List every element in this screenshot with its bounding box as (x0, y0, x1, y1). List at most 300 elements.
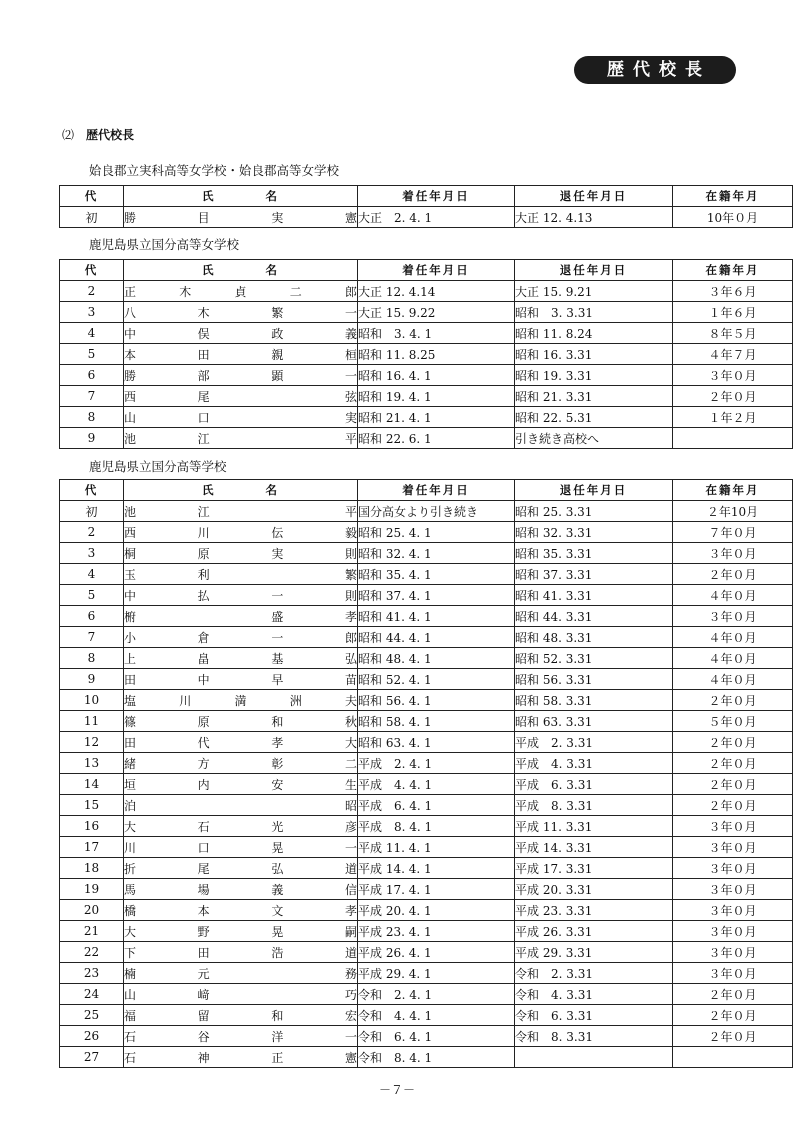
table-row (60, 690, 793, 711)
cell-start-date: 昭和 41. 4. 1 (358, 606, 515, 627)
name-char: 田 (124, 735, 137, 750)
cell-dai: 7 (60, 386, 124, 407)
name-char: 和 (271, 1008, 284, 1023)
cell-end-date: 平成 20. 3.31 (515, 879, 673, 900)
name-char (271, 388, 283, 405)
cell-end-date: 昭和 22. 5.31 (515, 407, 673, 428)
cell-name (124, 774, 358, 795)
name-char: 一 (344, 840, 357, 855)
cell-dai: 5 (60, 585, 124, 606)
table-row (60, 585, 793, 606)
cell-name (124, 1005, 358, 1026)
section-title: 歴代校長 (86, 128, 135, 142)
name-char: 口 (197, 410, 210, 425)
cell-duration (673, 1047, 793, 1068)
name-chars (124, 671, 357, 688)
name-chars (124, 650, 357, 667)
name-char: 洲 (289, 693, 302, 708)
table-row (60, 1005, 793, 1026)
table-row (60, 543, 793, 564)
name-char: 石 (197, 819, 210, 834)
name-char: 道 (344, 861, 357, 876)
cell-start-date: 大正 2. 4. 1 (358, 207, 515, 228)
cell-end-date: 昭和 35. 3.31 (515, 543, 673, 564)
cell-start-date: 国分高女より引き続き (358, 501, 515, 522)
cell-end-date: 平成 6. 3.31 (515, 774, 673, 795)
name-char: 緒 (124, 756, 137, 771)
cell-dai: 23 (60, 963, 124, 984)
cell-name (124, 816, 358, 837)
name-chars (124, 734, 357, 751)
name-chars (124, 755, 357, 772)
cell-dai: 6 (60, 365, 124, 386)
col-header-name-char: 氏 (202, 263, 216, 277)
name-char: 山 (124, 987, 137, 1002)
cell-duration: ３年０月 (673, 837, 793, 858)
cell-duration: ８年５月 (673, 323, 793, 344)
header-row (60, 480, 793, 501)
cell-dai: 7 (60, 627, 124, 648)
cell-name (124, 501, 358, 522)
cell-start-date: 平成 8. 4. 1 (358, 816, 515, 837)
cell-name (124, 543, 358, 564)
col-header-start: 着任年月日 (358, 260, 515, 281)
cell-name (124, 585, 358, 606)
col-header-duration: 在籍年月 (673, 480, 793, 501)
cell-duration (673, 428, 793, 449)
name-chars (124, 409, 357, 426)
cell-end-date: 昭和 52. 3.31 (515, 648, 673, 669)
cell-end-date: 昭和 56. 3.31 (515, 669, 673, 690)
cell-start-date: 平成 11. 4. 1 (358, 837, 515, 858)
name-char: 実 (271, 210, 284, 225)
name-char (198, 797, 210, 814)
name-char: 椨 (124, 609, 137, 624)
cell-end-date: 平成 29. 3.31 (515, 942, 673, 963)
col-header-name-char: 名 (265, 483, 279, 497)
cell-start-date: 昭和 22. 6. 1 (358, 428, 515, 449)
name-char: 桐 (124, 546, 137, 561)
cell-end-date: 昭和 37. 3.31 (515, 564, 673, 585)
name-char: 石 (124, 1029, 137, 1044)
name-chars (124, 545, 357, 562)
name-char: 神 (197, 1050, 210, 1065)
name-chars (124, 860, 357, 877)
cell-start-date: 昭和 32. 4. 1 (358, 543, 515, 564)
cell-duration: ２年０月 (673, 564, 793, 585)
name-chars (124, 944, 357, 961)
name-char (271, 503, 283, 520)
cell-name (124, 627, 358, 648)
name-chars (124, 346, 357, 363)
name-char: 橋 (124, 903, 137, 918)
cell-end-date: 令和 8. 3.31 (515, 1026, 673, 1047)
cell-name (124, 690, 358, 711)
name-char: 大 (124, 924, 137, 939)
name-char: 尾 (197, 389, 210, 404)
cell-start-date: 昭和 35. 4. 1 (358, 564, 515, 585)
table-row (60, 711, 793, 732)
name-char: 江 (197, 504, 210, 519)
name-char: 川 (179, 693, 192, 708)
cell-duration: ２年０月 (673, 774, 793, 795)
cell-name (124, 900, 358, 921)
cell-dai: 14 (60, 774, 124, 795)
cell-start-date: 平成 2. 4. 1 (358, 753, 515, 774)
table-row (60, 365, 793, 386)
cell-duration: ２年０月 (673, 1026, 793, 1047)
cell-dai: 4 (60, 564, 124, 585)
name-char: 彦 (344, 819, 357, 834)
name-char: 池 (124, 504, 137, 519)
cell-dai: 9 (60, 428, 124, 449)
cell-end-date: 平成 26. 3.31 (515, 921, 673, 942)
name-char: 一 (344, 368, 357, 383)
name-char (198, 608, 210, 625)
cell-end-date: 令和 6. 3.31 (515, 1005, 673, 1026)
cell-duration: ３年０月 (673, 606, 793, 627)
cell-end-date: 令和 2. 3.31 (515, 963, 673, 984)
name-char: 光 (271, 819, 284, 834)
name-chars (124, 1049, 357, 1066)
name-chars (124, 692, 357, 709)
name-char: 基 (271, 651, 284, 666)
cell-duration: １年６月 (673, 302, 793, 323)
header-row (60, 186, 793, 207)
name-char: 一 (344, 305, 357, 320)
name-char: 山 (124, 410, 137, 425)
name-char: 満 (234, 693, 247, 708)
page-number: －７－ (378, 1083, 415, 1097)
cell-end-date: 昭和 48. 3.31 (515, 627, 673, 648)
cell-name (124, 428, 358, 449)
table-row (60, 900, 793, 921)
cell-name (124, 879, 358, 900)
name-char: 江 (197, 431, 210, 446)
cell-start-date: 昭和 21. 4. 1 (358, 407, 515, 428)
table-row (60, 837, 793, 858)
cell-name (124, 753, 358, 774)
name-char: 畠 (197, 651, 210, 666)
cell-dai: 3 (60, 543, 124, 564)
table-row (60, 921, 793, 942)
name-chars (124, 608, 357, 625)
name-char: 楠 (124, 966, 137, 981)
cell-name (124, 648, 358, 669)
name-char: 小 (124, 630, 137, 645)
name-chars (124, 325, 357, 342)
table-row (60, 323, 793, 344)
table-row (60, 344, 793, 365)
cell-duration: ５年０月 (673, 711, 793, 732)
cell-end-date: 平成 8. 3.31 (515, 795, 673, 816)
header-badge: 歴代校長 (574, 56, 736, 84)
name-char: 田 (124, 672, 137, 687)
table-subtitle: 鹿児島県立国分高等女学校 (89, 237, 240, 252)
cell-start-date: 平成 29. 4. 1 (358, 963, 515, 984)
cell-name (124, 795, 358, 816)
name-char: 方 (197, 756, 210, 771)
name-char: 則 (344, 588, 357, 603)
name-char: 洋 (271, 1029, 284, 1044)
table-row (60, 732, 793, 753)
cell-name (124, 281, 358, 302)
cell-duration: ２年０月 (673, 984, 793, 1005)
name-chars (124, 209, 357, 226)
table-row (60, 879, 793, 900)
name-char (271, 409, 283, 426)
col-header-name (124, 186, 358, 207)
table-row (60, 428, 793, 449)
name-char: 原 (197, 714, 210, 729)
name-chars (124, 304, 357, 321)
name-char: 務 (344, 966, 357, 981)
name-char: 信 (344, 882, 357, 897)
name-chars (124, 430, 357, 447)
cell-name (124, 963, 358, 984)
table-row (60, 522, 793, 543)
name-char: 大 (344, 735, 357, 750)
name-char: 玉 (124, 567, 137, 582)
table-row (60, 606, 793, 627)
name-char: 利 (197, 567, 210, 582)
cell-start-date: 令和 6. 4. 1 (358, 1026, 515, 1047)
name-char: 池 (124, 431, 137, 446)
section-heading (62, 126, 134, 143)
col-header-name-char: 氏 (202, 189, 216, 203)
cell-duration: ３年０月 (673, 942, 793, 963)
name-char (271, 430, 283, 447)
name-char: 親 (271, 347, 284, 362)
name-char: 元 (197, 966, 210, 981)
name-char: 毅 (344, 525, 357, 540)
name-char: 正 (271, 1050, 284, 1065)
cell-start-date: 昭和 25. 4. 1 (358, 522, 515, 543)
name-char: 尾 (197, 861, 210, 876)
cell-start-date: 昭和 16. 4. 1 (358, 365, 515, 386)
cell-dai: 6 (60, 606, 124, 627)
col-header-name-char: 名 (265, 189, 279, 203)
table-row (60, 207, 793, 228)
name-chars (124, 566, 357, 583)
cell-start-date: 平成 23. 4. 1 (358, 921, 515, 942)
name-chars (124, 713, 357, 730)
name-char: 義 (271, 882, 284, 897)
name-chars (124, 1007, 357, 1024)
cell-name (124, 921, 358, 942)
cell-start-date: 令和 4. 4. 1 (358, 1005, 515, 1026)
name-char: 目 (197, 210, 210, 225)
name-char: 西 (124, 525, 137, 540)
name-char: 川 (124, 840, 137, 855)
name-char: 代 (197, 735, 210, 750)
name-char: 中 (197, 672, 210, 687)
table-row (60, 302, 793, 323)
table-row (60, 564, 793, 585)
col-header-dai: 代 (60, 186, 124, 207)
name-chars (124, 797, 357, 814)
cell-duration: ２年０月 (673, 690, 793, 711)
col-header-dai: 代 (60, 260, 124, 281)
cell-end-date: 平成 23. 3.31 (515, 900, 673, 921)
name-char: 道 (344, 945, 357, 960)
name-char: 泊 (124, 798, 137, 813)
cell-duration: ３年６月 (673, 281, 793, 302)
cell-name (124, 522, 358, 543)
cell-start-date: 平成 26. 4. 1 (358, 942, 515, 963)
cell-start-date: 昭和 11. 8.25 (358, 344, 515, 365)
col-header-end: 退任年月日 (515, 260, 673, 281)
name-char: 木 (197, 305, 210, 320)
col-header-duration: 在籍年月 (673, 260, 793, 281)
principals-table-girls-county (59, 185, 793, 228)
cell-start-date: 昭和 48. 4. 1 (358, 648, 515, 669)
cell-dai: 21 (60, 921, 124, 942)
cell-start-date: 平成 6. 4. 1 (358, 795, 515, 816)
cell-name (124, 837, 358, 858)
name-char: 田 (197, 347, 210, 362)
table-row (60, 627, 793, 648)
name-char: 正 (124, 284, 137, 299)
name-char: 平 (344, 504, 357, 519)
cell-dai: 9 (60, 669, 124, 690)
name-char: 孝 (344, 903, 357, 918)
name-char: 谷 (197, 1029, 210, 1044)
cell-start-date: 昭和 56. 4. 1 (358, 690, 515, 711)
name-char: 夫 (344, 693, 357, 708)
name-char (271, 566, 283, 583)
name-char: 上 (124, 651, 137, 666)
col-header-dai: 代 (60, 480, 124, 501)
name-chars (124, 923, 357, 940)
cell-duration: ４年０月 (673, 585, 793, 606)
name-char: 巧 (344, 987, 357, 1002)
name-char: 二 (289, 284, 302, 299)
table-row (60, 942, 793, 963)
cell-name (124, 984, 358, 1005)
cell-duration: ４年０月 (673, 648, 793, 669)
name-chars (124, 503, 357, 520)
cell-name (124, 606, 358, 627)
name-char: 昭 (344, 798, 357, 813)
name-char: 中 (124, 326, 137, 341)
col-header-start: 着任年月日 (358, 480, 515, 501)
cell-duration: ２年０月 (673, 753, 793, 774)
cell-end-date (515, 1047, 673, 1068)
cell-dai: 25 (60, 1005, 124, 1026)
cell-end-date: 昭和 16. 3.31 (515, 344, 673, 365)
name-char: 原 (197, 546, 210, 561)
name-char: 政 (271, 326, 284, 341)
cell-start-date: 昭和 44. 4. 1 (358, 627, 515, 648)
cell-duration: ３年０月 (673, 858, 793, 879)
cell-dai: 26 (60, 1026, 124, 1047)
name-char: 彰 (271, 756, 284, 771)
name-char: 晃 (271, 840, 284, 855)
cell-dai: 19 (60, 879, 124, 900)
name-char: 晃 (271, 924, 284, 939)
cell-start-date: 令和 8. 4. 1 (358, 1047, 515, 1068)
cell-dai: 5 (60, 344, 124, 365)
cell-end-date: 平成 11. 3.31 (515, 816, 673, 837)
table-row (60, 753, 793, 774)
principals-table-girls-prefectural (59, 259, 793, 449)
name-char: 憲 (344, 1050, 357, 1065)
name-chars (124, 776, 357, 793)
col-header-name (124, 480, 358, 501)
section-number: ⑵ (62, 128, 75, 142)
name-char: 弘 (344, 651, 357, 666)
cell-duration: ３年０月 (673, 365, 793, 386)
table-row (60, 963, 793, 984)
name-char: 場 (197, 882, 210, 897)
name-char: 払 (197, 588, 210, 603)
cell-dai: 2 (60, 281, 124, 302)
name-char: 則 (344, 546, 357, 561)
cell-start-date: 昭和 37. 4. 1 (358, 585, 515, 606)
cell-end-date: 昭和 58. 3.31 (515, 690, 673, 711)
name-char: 俣 (197, 326, 210, 341)
col-header-duration: 在籍年月 (673, 186, 793, 207)
name-char: 田 (197, 945, 210, 960)
cell-dai: 13 (60, 753, 124, 774)
name-char: 伝 (271, 525, 284, 540)
cell-end-date: 引き続き高校へ (515, 428, 673, 449)
cell-start-date: 昭和 19. 4. 1 (358, 386, 515, 407)
cell-start-date: 昭和 58. 4. 1 (358, 711, 515, 732)
name-char: 木 (179, 284, 192, 299)
name-char: 本 (197, 903, 210, 918)
cell-duration: ３年０月 (673, 963, 793, 984)
name-char: 孝 (271, 735, 284, 750)
col-header-name (124, 260, 358, 281)
cell-end-date: 平成 2. 3.31 (515, 732, 673, 753)
cell-end-date: 平成 14. 3.31 (515, 837, 673, 858)
table-row (60, 774, 793, 795)
cell-end-date: 昭和 3. 3.31 (515, 302, 673, 323)
name-char: 孝 (344, 609, 357, 624)
cell-name (124, 858, 358, 879)
name-char: 盛 (271, 609, 284, 624)
name-char: 憲 (344, 210, 357, 225)
name-char: 垣 (124, 777, 137, 792)
name-char: 倉 (197, 630, 210, 645)
cell-name (124, 386, 358, 407)
cell-end-date: 昭和 21. 3.31 (515, 386, 673, 407)
table-row (60, 386, 793, 407)
cell-duration: ４年０月 (673, 627, 793, 648)
cell-start-date: 平成 14. 4. 1 (358, 858, 515, 879)
name-chars (124, 587, 357, 604)
name-char: 貞 (234, 284, 247, 299)
name-char (271, 986, 283, 1003)
cell-dai: 11 (60, 711, 124, 732)
name-chars (124, 283, 357, 300)
col-header-start: 着任年月日 (358, 186, 515, 207)
name-char: 繁 (344, 567, 357, 582)
table-row (60, 1047, 793, 1068)
name-char: 中 (124, 588, 137, 603)
name-char: 一 (271, 630, 284, 645)
name-char: 義 (344, 326, 357, 341)
cell-duration: ２年０月 (673, 795, 793, 816)
cell-dai: 27 (60, 1047, 124, 1068)
name-char: 生 (344, 777, 357, 792)
name-char: 西 (124, 389, 137, 404)
cell-dai: 初 (60, 207, 124, 228)
cell-end-date: 昭和 63. 3.31 (515, 711, 673, 732)
cell-dai: 15 (60, 795, 124, 816)
